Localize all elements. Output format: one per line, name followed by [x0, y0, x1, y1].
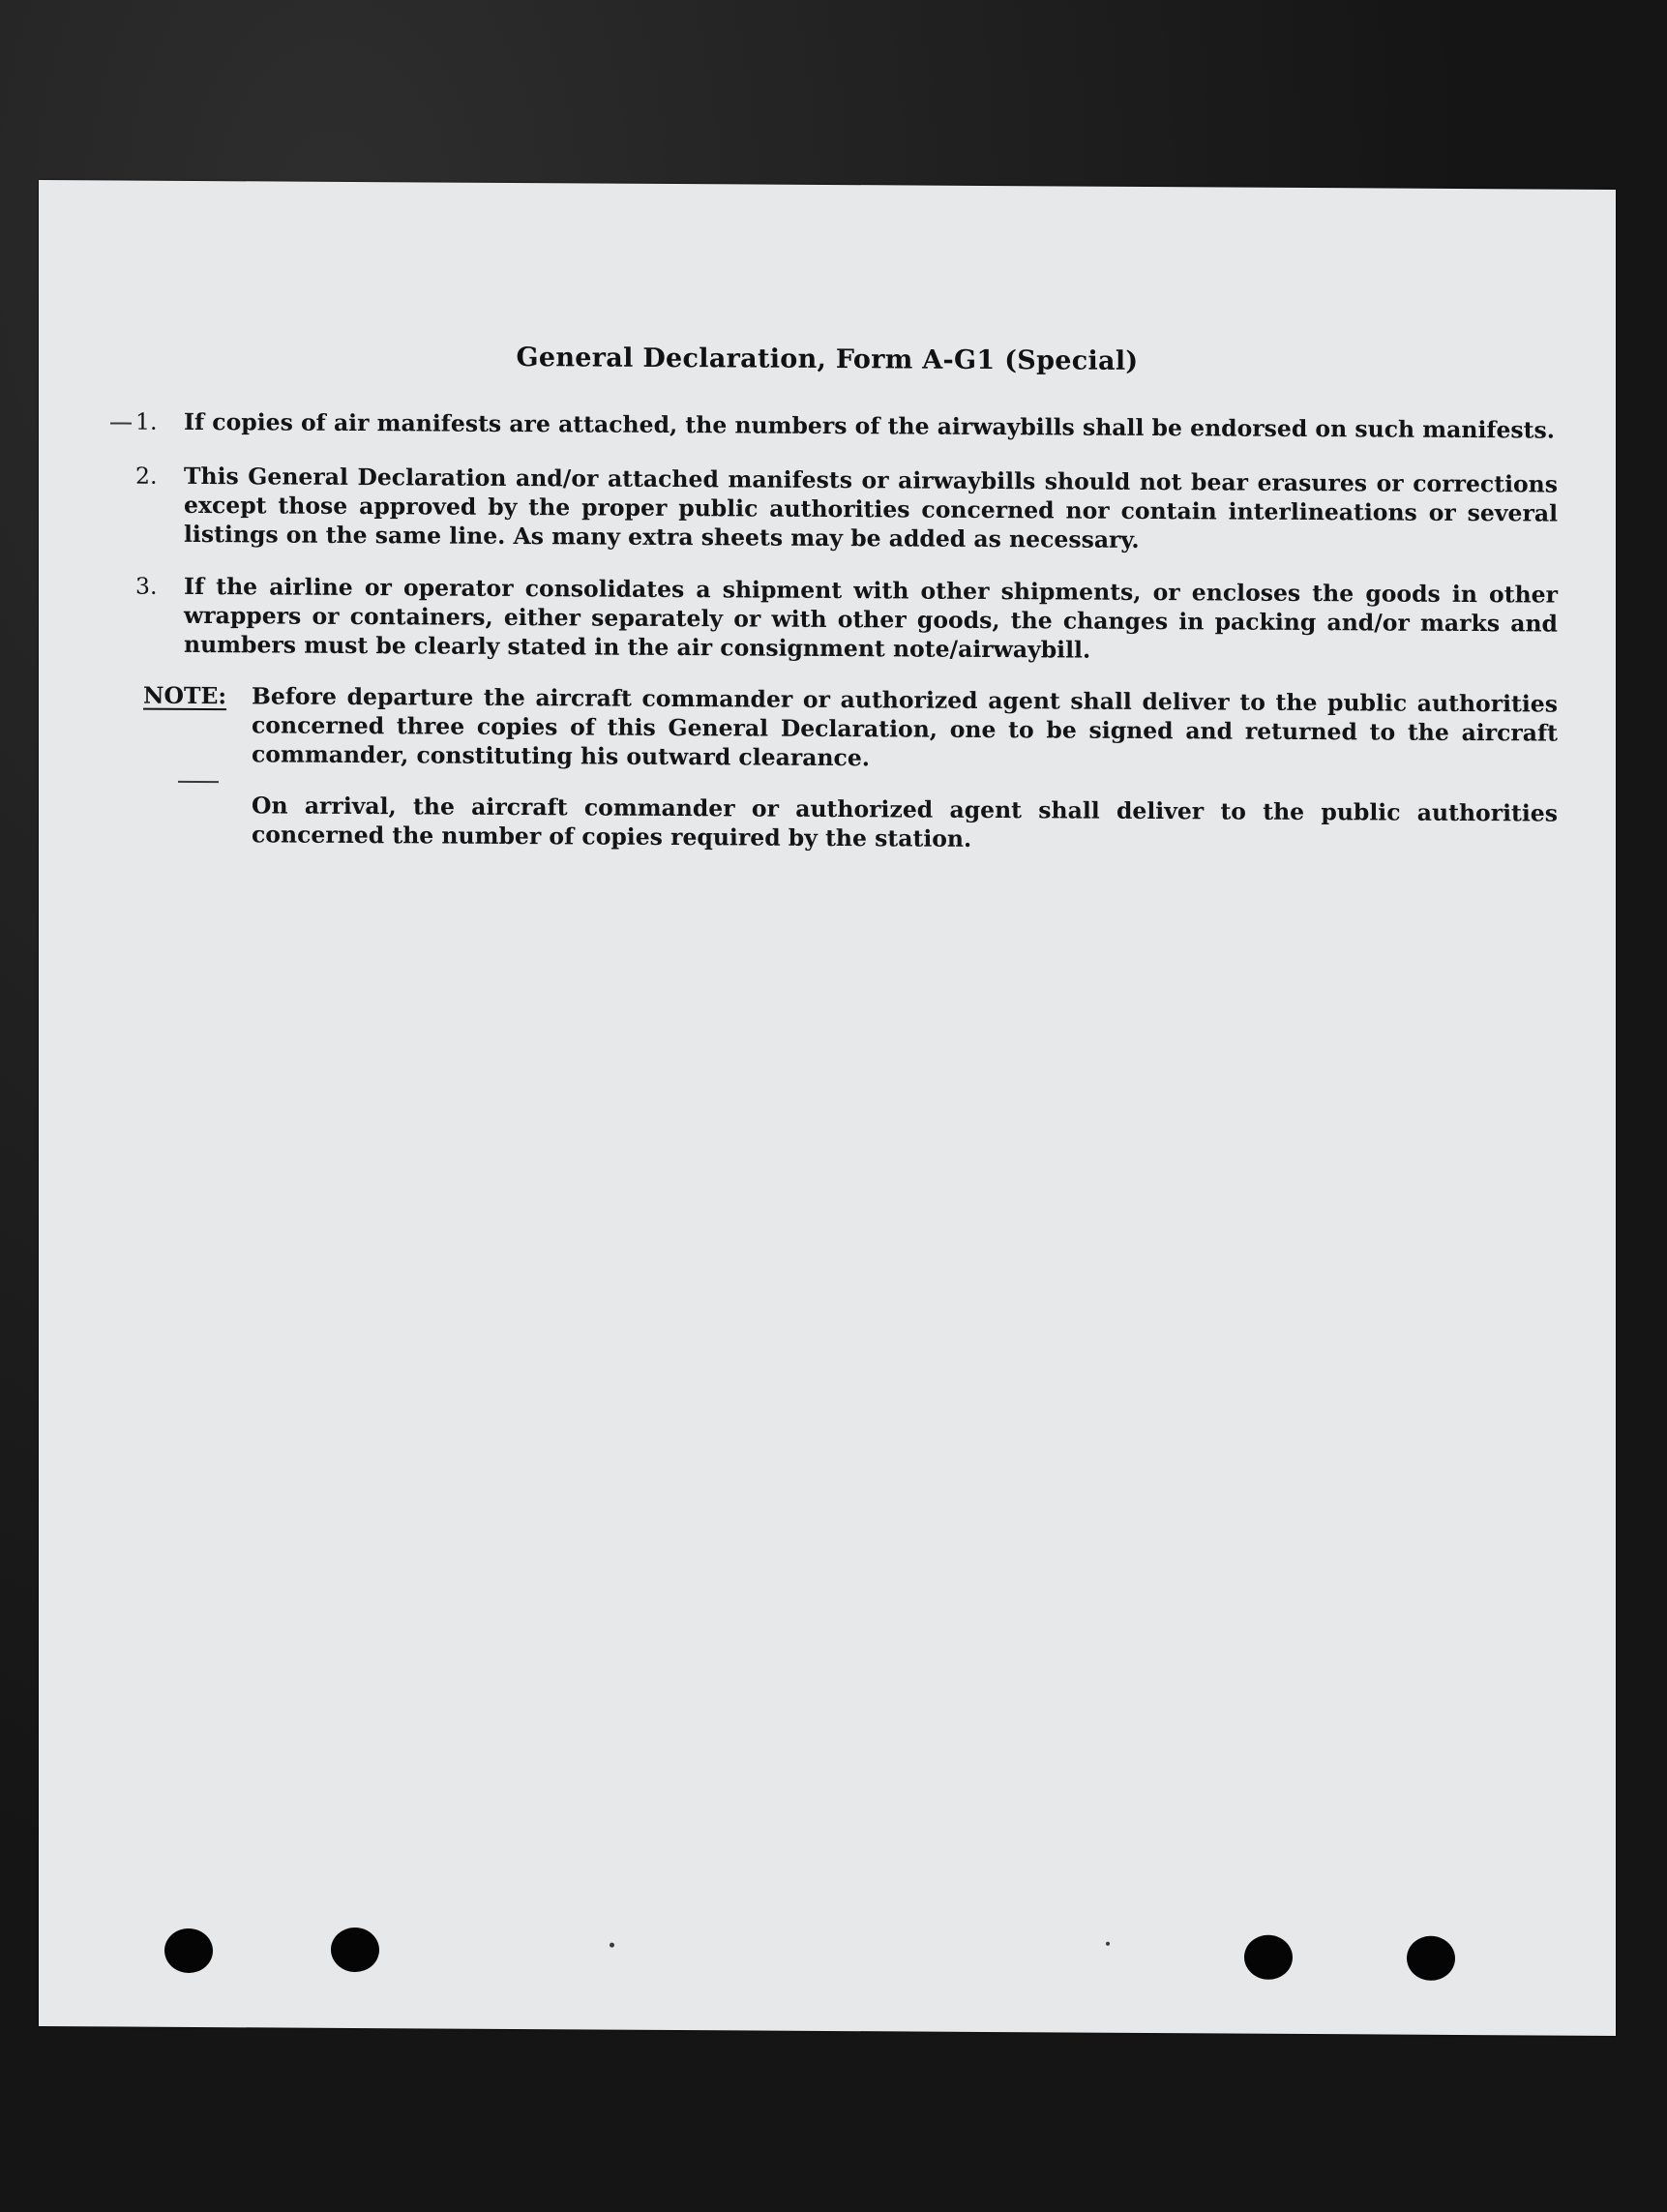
pen-mark — [110, 422, 132, 424]
item-number: 1. — [135, 407, 158, 435]
note-label: NOTE: — [143, 681, 227, 710]
item-text: This General Declaration and/or attached manifests or airwaybills should not bear erasures or corrections except those approved by the proper public authorities concerned nor contain interlineations or several listings on the same line. As many extra sheets may be added as necessary. — [184, 462, 1558, 553]
item-number: 2. — [135, 462, 158, 490]
item-number: 3. — [135, 572, 158, 600]
list-item — [135, 572, 1558, 668]
list-item — [135, 462, 1558, 557]
note-paragraph-2: On arrival, the aircraft commander or authorized agent shall deliver to the public authorities concerned the number of copies required by the station. — [252, 792, 1558, 852]
punch-hole — [1407, 1936, 1455, 1981]
document-page — [39, 180, 1616, 2036]
list-item — [135, 407, 1558, 445]
speck — [1106, 1942, 1110, 1946]
punch-hole — [1244, 1935, 1293, 1980]
punch-hole — [331, 1928, 379, 1972]
pen-mark — [178, 781, 219, 783]
note-block — [143, 681, 1558, 777]
document-title: General Declaration, Form A-G1 (Special) — [516, 343, 1139, 376]
speck — [610, 1943, 614, 1948]
item-text: If copies of air manifests are attached, the numbers of the airwaybills shall be endorsed on such manifests. — [184, 407, 1555, 444]
punch-hole — [164, 1928, 213, 1973]
item-text: If the airline or operator consolidates a shipment with other shipments, or encloses the goods in other wrappers or containers, either separately or with other goods, the changes in packing and/or marks and numbers must be clearly stated in the air consignment note/airwaybill. — [184, 572, 1558, 664]
note-paragraph-1: Before departure the aircraft commander or authorized agent shall deliver to the public authorities concerned three copies of this General Declaration, one to be signed and returned to the aircraft commander, constituting his outward clearance. — [252, 682, 1558, 772]
